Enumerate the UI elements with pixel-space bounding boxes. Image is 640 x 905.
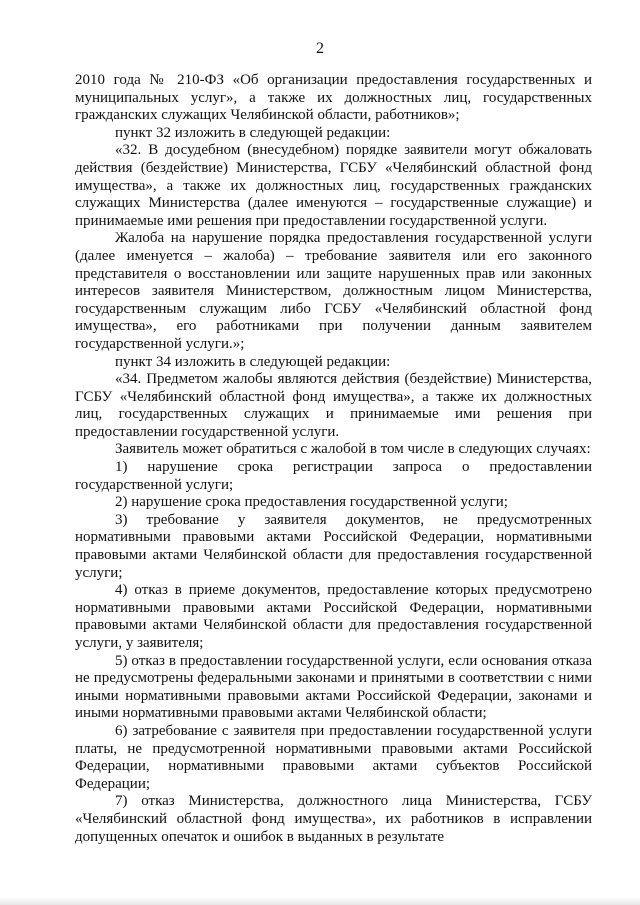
list-item: 7) отказ Министерства, должностного лица Министерства, ГСБУ «Челябинский областной фонд имущества», их работников в исправлении допущенных опечаток и ошибок в выданных в результате [75, 793, 592, 845]
list-item: 1) нарушение срока регистрации запроса о предоставлении государственной услуги; [75, 459, 592, 493]
paragraph: Жалоба на нарушение порядка предоставления государственной услуги (далее именуется – жалоба) – требование заявителя или его законного представителя о восстановлении или защите нарушенных прав или законных интересов заявителя Министерством, должностным лицом Министерства, государственным служащим либо ГСБУ «Челябинский областной фонд имущества», его работниками при получении данным заявителем государственной услуги.»; [75, 230, 592, 352]
list-item: 5) отказ в предоставлении государственной услуги, если основания отказа не предусмотрены федеральными законами и принятыми в соответствии с ними иными нормативными правовыми актами Российской Федерации, законами и иными нормативными правовыми актами Челябинской области; [75, 652, 592, 722]
document-body [75, 72, 592, 846]
paragraph: Заявитель может обратиться с жалобой в том числе в следующих случаях: [115, 441, 591, 458]
list-item: 2) нарушение срока предоставления государственной услуги; [115, 494, 508, 511]
list-item: 3) требование у заявителя документов, не предусмотренных нормативными правовыми актами Российской Федерации, нормативными правовыми актами Челябинской области для предоставления государственной услуги; [75, 511, 592, 581]
page-bottom-edge [0, 897, 640, 905]
paragraph: «32. В досудебном (внесудебном) порядке заявители могут обжаловать действия (бездействие) Министерства, ГСБУ «Челябинский областной фонд имущества», а также их должностных лиц, государственных гражданских служащих Министерства (далее именуются – государственные служащие) и принимаемые ими решения при предоставлении государственной услуги. [75, 142, 592, 229]
list-item: 6) затребование с заявителя при предоставлении государственной услуги платы, не предусмотренной нормативными правовыми актами Российской Федерации, нормативными правовыми актами субъектов Российской Федерации; [75, 722, 592, 792]
paragraph: «34. Предметом жалобы являются действия (бездействие) Министерства, ГСБУ «Челябинский областной фонд имущества», а также их должностных лиц, государственных служащих и принимаемые ими решения при предоставлении государственной услуги. [75, 371, 592, 440]
paragraph: пункт 32 изложить в следующей редакции: [115, 124, 391, 141]
paragraph: 2010 года № 210-ФЗ «Об организации предоставления государственных и муниципальных услуг», а также их должностных лиц, государственных гражданских служащих Челябинской области, работников»; [75, 72, 592, 124]
page-number: 2 [316, 40, 324, 57]
paragraph: пункт 34 изложить в следующей редакции: [115, 353, 391, 370]
list-item: 4) отказ в приеме документов, предоставление которых предусмотрено нормативными правовыми актами Российской Федерации, нормативными правовыми актами Челябинской области для предоставления государственной услуги, у заявителя; [75, 582, 592, 651]
